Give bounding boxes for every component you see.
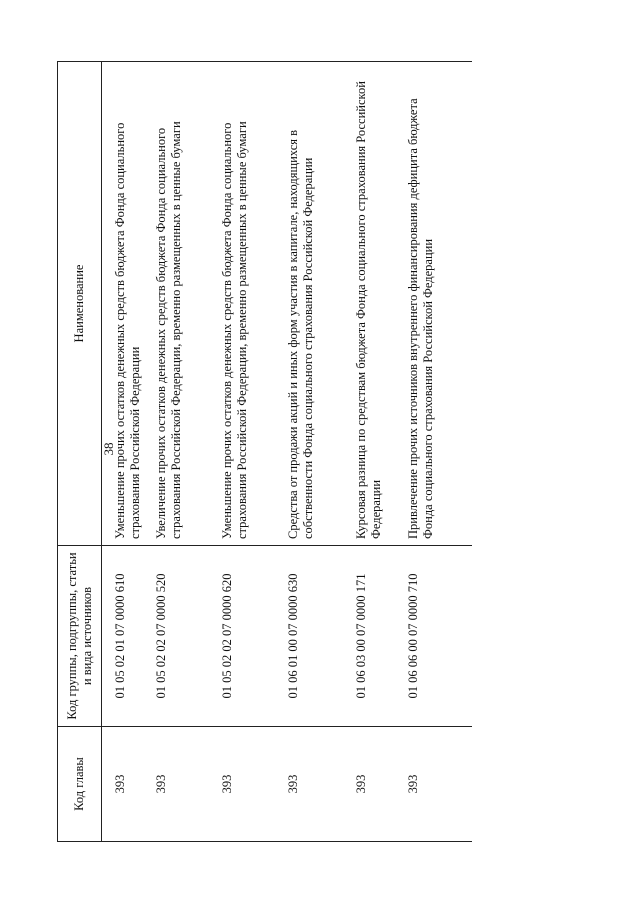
name-cell: Уменьшение прочих остатков денежных средств бюджета Фонда социального страхования Российской Федерации, временно размещенных в ценные бумаги — [220, 62, 286, 546]
chapter-code-cell: 393 — [286, 727, 354, 842]
name-cell: Привлечение прочих источников внутреннего финансирования дефицита бюджета Фонда социального страхования Российской Федерации — [406, 62, 472, 546]
chapter-code-cell: 393 — [220, 727, 286, 842]
rotated-page-content — [57, 62, 537, 842]
page-number: 38 — [101, 442, 116, 456]
table-row — [154, 62, 220, 842]
header-chapter-code: Код главы — [58, 727, 102, 842]
table-row — [406, 62, 472, 842]
source-code-cell: 01 06 01 00 07 0000 630 — [286, 546, 354, 727]
source-code-cell: 01 06 06 00 07 0000 710 — [406, 546, 472, 727]
chapter-code-cell: 393 — [354, 727, 406, 842]
name-cell: Увеличение прочих остатков денежных средств бюджета Фонда социального страхования Российской Федерации, временно размещенных в ценные бумаги — [154, 62, 220, 546]
source-code-cell: 01 06 03 00 07 0000 171 — [354, 546, 406, 727]
source-code-cell: 01 05 02 01 07 0000 610 — [102, 546, 154, 727]
table-row — [354, 62, 406, 842]
source-code-cell: 01 05 02 02 07 0000 620 — [220, 546, 286, 727]
source-code-cell: 01 05 02 02 07 0000 520 — [154, 546, 220, 727]
table-row — [220, 62, 286, 842]
name-cell: Средства от продажи акций и иных форм участия в капитале, находящихся в собственности Фонда социального страхования Российской Федерации — [286, 62, 354, 546]
table-header-row — [58, 62, 102, 842]
name-cell: Уменьшение прочих остатков денежных средств бюджета Фонда социального страхования Российской Федерации — [102, 62, 154, 546]
table-row — [286, 62, 354, 842]
chapter-code-cell: 393 — [154, 727, 220, 842]
sources-table — [57, 61, 472, 842]
chapter-code-cell: 393 — [406, 727, 472, 842]
table-row — [102, 62, 154, 842]
header-name: Наименование — [58, 62, 102, 546]
header-source-code: Код группы, подгруппы, статьи и вида источников — [58, 546, 102, 727]
name-cell: Курсовая разница по средствам бюджета Фонда социального страхования Российской Федерации — [354, 62, 406, 546]
chapter-code-cell: 393 — [102, 727, 154, 842]
